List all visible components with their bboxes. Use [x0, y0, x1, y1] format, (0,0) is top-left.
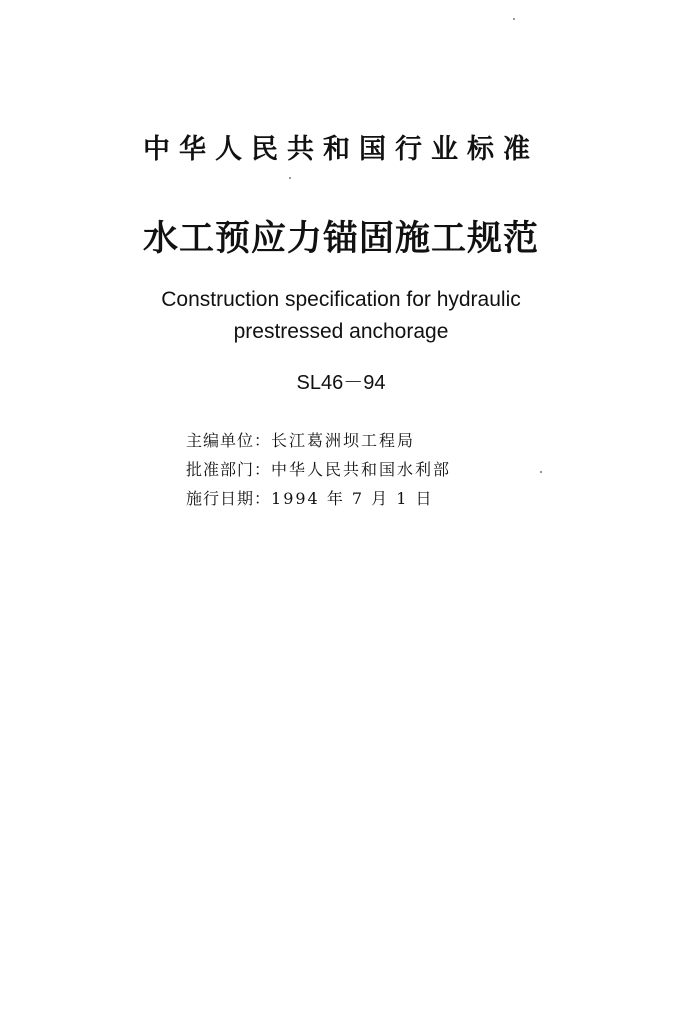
- approver-label: 批准部门：: [186, 460, 272, 479]
- editor-row: [186, 426, 451, 455]
- editor-value: 长江葛洲坝工程局: [271, 431, 416, 450]
- title-english-line-1: Construction specification for hydraulic: [161, 288, 521, 311]
- scan-speck: [289, 177, 291, 179]
- publication-info: [186, 426, 451, 513]
- scan-speck: [540, 471, 542, 473]
- editor-label: 主编单位：: [186, 431, 272, 450]
- standard-code: SL46－94: [296, 372, 386, 394]
- effective-date-value: 1994 年 7 月 1 日: [271, 489, 434, 508]
- standard-category: 中华人民共和国行业标准: [143, 134, 539, 165]
- approver-row: [186, 455, 451, 484]
- effective-date-label: 施行日期：: [186, 489, 272, 508]
- title-english-line-2: prestressed anchorage: [233, 320, 449, 343]
- document-title-english: [0, 284, 682, 348]
- document-title-chinese: 水工预应力锚固施工规范: [142, 219, 539, 259]
- scan-speck: [513, 18, 515, 20]
- effective-date-row: [186, 484, 451, 513]
- approver-value: 中华人民共和国水利部: [271, 460, 452, 479]
